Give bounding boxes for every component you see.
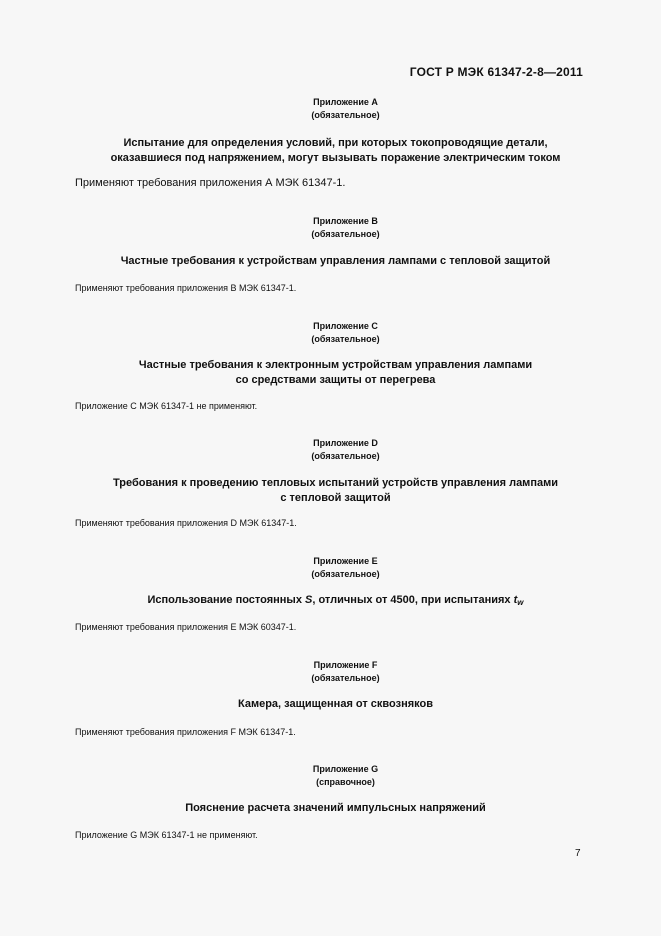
- annex-type: (обязательное): [311, 229, 380, 239]
- annex-label: Приложение В: [313, 216, 378, 226]
- annex-e: [0, 555, 661, 581]
- annex-a-title: [0, 136, 661, 166]
- annex-label: Приложение G: [312, 764, 379, 774]
- annex-title-line2: с тепловой защитой: [280, 492, 391, 504]
- annex-e-title: [0, 593, 661, 610]
- annex-type: (обязательное): [311, 451, 380, 461]
- symbol-t: t: [513, 594, 518, 606]
- annex-title-line1: [0, 593, 661, 610]
- annex-title-line2: оказавшиеся под напряжением, могут вызывать поражение электрическим током: [110, 152, 561, 164]
- annex-title-part2: , отличных от 4500, при испытаниях: [312, 594, 514, 606]
- annex-g-title: [0, 801, 661, 816]
- symbol-t-subscript: w: [517, 598, 524, 607]
- annex-title-line1: Испытание для определения условий, при которых токопроводящие детали,: [123, 137, 548, 149]
- annex-type: (обязательное): [311, 334, 380, 344]
- annex-b-title: [0, 254, 661, 269]
- annex-c: [0, 320, 661, 346]
- annex-c-body: Приложение С МЭК 61347-1 не применяют.: [75, 401, 258, 411]
- page-number: 7: [575, 848, 581, 859]
- annex-title-line1: Частные требования к электронным устройствам управления лампами: [138, 359, 533, 371]
- annex-label: Приложение Е: [313, 556, 378, 566]
- annex-label: Приложение D: [313, 438, 378, 448]
- document-code: ГОСТ Р МЭК 61347-2-8—2011: [409, 65, 583, 79]
- annex-type: (обязательное): [311, 569, 380, 579]
- annex-label: Приложение С: [313, 321, 378, 331]
- annex-d-body: Применяют требования приложения D МЭК 61347-1.: [75, 518, 297, 528]
- annex-f: [0, 659, 661, 685]
- annex-title-part1: Использование постоянных: [147, 594, 306, 606]
- annex-e-body: Применяют требования приложения Е МЭК 60347-1.: [75, 622, 297, 632]
- annex-title-line1: Камера, защищенная от сквозняков: [237, 698, 433, 710]
- annex-d: [0, 437, 661, 463]
- annex-b: [0, 215, 661, 241]
- annex-c-title: [0, 358, 661, 388]
- annex-title-line1: Пояснение расчета значений импульсных напряжений: [185, 802, 486, 814]
- annex-a: [0, 96, 661, 122]
- annex-b-body: Применяют требования приложения В МЭК 61347-1.: [75, 283, 297, 293]
- annex-g-body: Приложение G МЭК 61347-1 не применяют.: [75, 830, 258, 840]
- annex-title-line2: со средствами защиты от перегрева: [235, 374, 436, 386]
- annex-label: Приложение А: [313, 97, 378, 107]
- annex-d-title: [0, 476, 661, 506]
- annex-type: (обязательное): [311, 673, 380, 683]
- annex-type: (справочное): [316, 777, 375, 787]
- annex-title-line1: Частные требования к устройствам управления лампами с тепловой защитой: [120, 255, 551, 267]
- annex-f-body: Применяют требования приложения F МЭК 61347-1.: [75, 727, 296, 737]
- annex-a-body: Применяют требования приложения А МЭК 61347-1.: [75, 177, 346, 189]
- annex-type: (обязательное): [311, 110, 380, 120]
- symbol-s: S: [305, 594, 313, 606]
- annex-title-line1: Требования к проведению тепловых испытаний устройств управления лампами: [113, 477, 558, 489]
- annex-f-title: [0, 697, 661, 712]
- annex-label: Приложение F: [313, 660, 378, 670]
- annex-g: [0, 763, 661, 789]
